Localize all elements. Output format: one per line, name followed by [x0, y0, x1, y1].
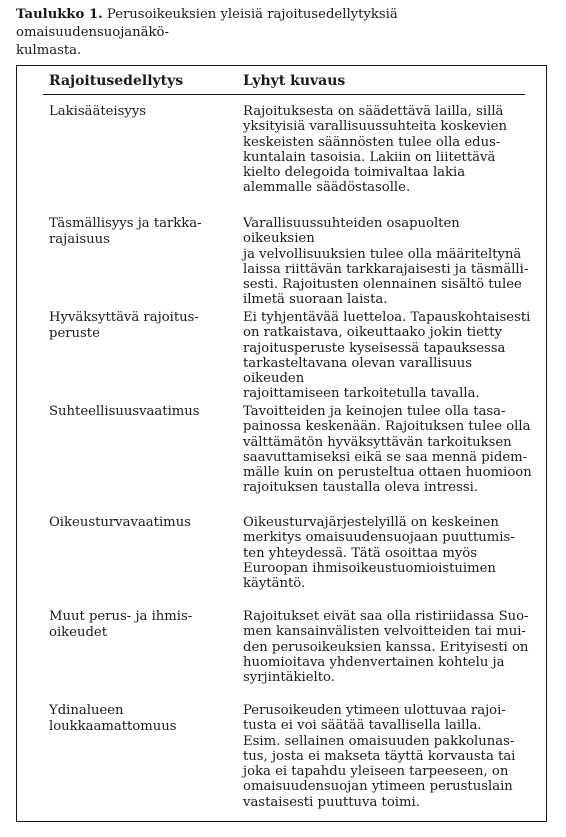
- row-term: Täsmällisyys ja tarkka- rajaisuus: [49, 216, 202, 247]
- row-description: Ei tyhjentävää luetteloa. Tapauskohtaisesti on ratkaistava, oikeuttaako jokin tietty rajoitusperuste kyseisessä tapauksessa tarkasteltavana olevan varallisuus oikeuden rajoittamiseen tarkoitetulla tavalla.: [243, 310, 531, 402]
- row-term: Lakisääteisyys: [49, 104, 147, 119]
- caption-text: Perusoikeuksien yleisiä rajoitusedellytyksiä omaisuudensuojanäkö- kulmasta.: [16, 7, 398, 58]
- row-description: Rajoituksesta on säädettävä lailla, sillä yksityisiä varallisuussuhteita koskevien keskeisten säännösten tulee olla edus- kuntalain tasoisia. Lakiin on liitettävä kielto delegoida toimivaltaa lakia alemmalle säädöstasolle.: [243, 104, 507, 196]
- row-term: Suhteellisuusvaatimus: [49, 404, 200, 419]
- row-description: Varallisuussuhteiden osapuolten oikeuksien ja velvollisuuksien tulee olla määriteltynä laissa riittävän tarkkarajaisesti ja täsmälli- sesti. Rajoitusten olennainen sisältö tulee ilmetä suoraan laista.: [243, 216, 529, 308]
- row-term: Hyväksyttävä rajoitus- peruste: [49, 310, 199, 341]
- row-term: Ydinalueen loukkaamattomuus: [49, 703, 177, 734]
- row-term: Oikeusturvavaatimus: [49, 515, 191, 530]
- table-caption: [16, 6, 552, 60]
- column-header-description: Lyhyt kuvaus: [243, 73, 346, 89]
- column-header-criterion: Rajoitusedellytys: [49, 73, 184, 89]
- row-term: Muut perus- ja ihmis- oikeudet: [49, 609, 193, 640]
- criteria-table: [16, 65, 547, 822]
- row-description: Oikeusturvajärjestelyillä on keskeinen merkitys omaisuudensuojaan puuttumis- ten yhteydessä. Tätä osoittaa myös Euroopan ihmisoikeustuomioistuimen käytäntö.: [243, 515, 515, 592]
- header-divider: [43, 94, 525, 95]
- caption-label: Taulukko 1.: [16, 7, 103, 22]
- row-description: Tavoitteiden ja keinojen tulee olla tasa- painossa keskenään. Rajoituksen tulee olla välttämätön hyväksyttävän tarkoituksen saavuttamiseksi eikä se saa mennä pidem- mälle kuin on perusteltua ottaen huomioon rajoituksen taustalla oleva intressi.: [243, 404, 532, 496]
- row-description: Perusoikeuden ytimeen ulottuvaa rajoi- tusta ei voi säätää tavallisella lailla. Esim. sellainen omaisuuden pakkolunas- tus, josta ei makseta täyttä korvausta tai joka ei tapahdu yleiseen tarpeeseen, on omaisuudensuojan ytimeen perustuslain vastaisesti puuttuva toimi.: [243, 703, 516, 810]
- row-description: Rajoitukset eivät saa olla ristiriidassa Suo- men kansainvälisten velvoitteiden tai mui- den perusoikeuksien kanssa. Erityisesti on huomioitava yhdenvertainen kohtelu ja syrjintäkielto.: [243, 609, 529, 686]
